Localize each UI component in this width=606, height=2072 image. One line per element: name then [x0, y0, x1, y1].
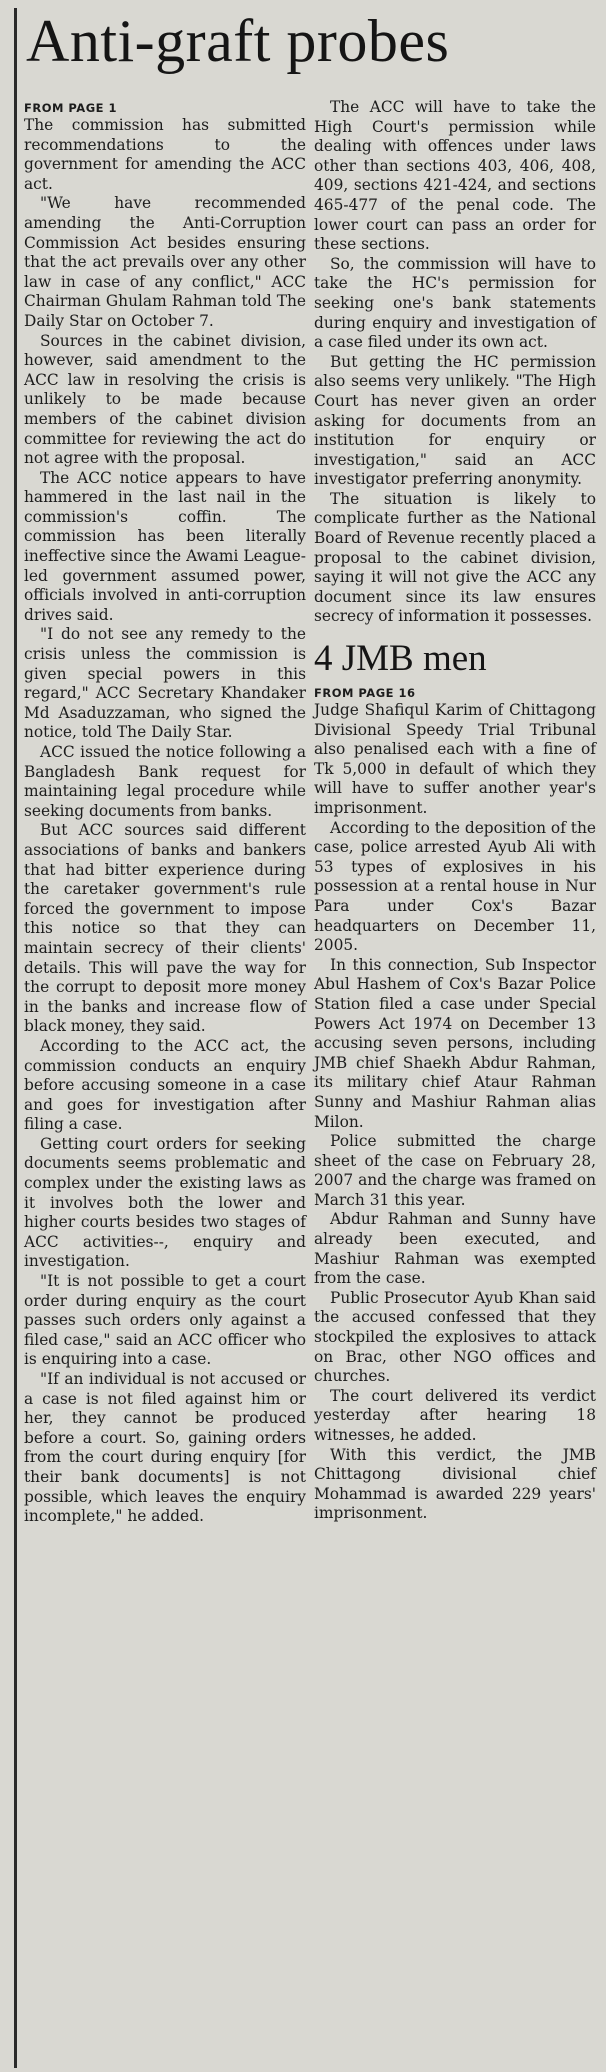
article-paragraph: Judge Shafiqul Karim of Chittagong Divisional Speedy Trial Tribunal also penalised each with a fine of Tk 5,000 in default of which they will have to suffer another year's imprisonment. — [314, 701, 596, 817]
article-paragraph: With this verdict, the JMB Chittagong divisional chief Mohammad is awarded 229 years' imprisonment. — [314, 1445, 596, 1523]
dateline-story2: FROM PAGE 16 — [314, 686, 416, 701]
right-column — [314, 98, 596, 1524]
article-paragraph: Getting court orders for seeking documents seems problematic and complex under the existing laws as it involves both the lower and higher courts besides two stages of ACC activities--, enquiry and investigation. — [24, 1134, 306, 1271]
article-paragraph: The ACC will have to take the High Court's permission while dealing with offences under laws other than sections 403, 406, 408, 409, sections 421-424, and sections 465-477 of the penal code. The lower court can pass an order for these sections. — [314, 98, 596, 254]
subheadline: 4 JMB men — [314, 638, 487, 680]
article-paragraph: Sources in the cabinet division, however, said amendment to the ACC law in resolving the crisis is unlikely to be made because members of the cabinet division committee for reviewing the act do not agree with the proposal. — [24, 331, 306, 468]
article-paragraph: But ACC sources said different associations of banks and bankers that had bitter experience during the caretaker government's rule forced the government to impose this notice so that they can maintain secrecy of their clients' details. This will pave the way for the corrupt to deposit more money in the banks and increase flow of black money, they said. — [24, 821, 306, 1036]
article-paragraph: According to the deposition of the case, police arrested Ayub Ali with 53 types of explosives in his possession at a rental house in Nur Para under Cox's Bazar headquarters on December 11, 2005. — [314, 818, 596, 955]
article-paragraph: The ACC notice appears to have hammered in the last nail in the commission's coffin. The commission has been literally ineffective since the Awami League-led government assumed power, officials involved in anti-corruption drives said. — [24, 468, 306, 624]
article-paragraph: So, the commission will have to take the HC's permission for seeking one's bank statements during enquiry and investigation of a case filed under its own act. — [314, 254, 596, 352]
article-paragraph: "If an individual is not accused or a case is not filed against him or her, they cannot be produced before a court. So, gaining orders from the court during enquiry [for their bank documents] is not possible, which leaves the enquiry incomplete," he added. — [24, 1370, 306, 1526]
column-rule — [14, 8, 17, 2068]
article-paragraph: According to the ACC act, the commission conducts an enquiry before accusing someone in a case and goes for investigation after filing a case. — [24, 1036, 306, 1134]
article-paragraph: Abdur Rahman and Sunny have already been executed, and Mashiur Rahman was exempted from the case. — [314, 1210, 596, 1288]
article-paragraph: The situation is likely to complicate further as the National Board of Revenue recently placed a proposal to the cabinet division, saying it will not give the ACC any document since its law ensures secrecy of information it possesses. — [314, 489, 596, 626]
article-paragraph: In this connection, Sub Inspector Abul Hashem of Cox's Bazar Police Station filed a case under Special Powers Act 1974 on December 13 accusing seven persons, including JMB chief Shaekh Abdur Rahman, its military chief Ataur Rahman Sunny and Mashiur Rahman alias Milon. — [314, 955, 596, 1131]
dateline-story1: FROM PAGE 1 — [24, 101, 118, 115]
article-paragraph: "It is not possible to get a court order during enquiry as the court passes such orders only against a filed case," said an ACC officer who is enquiring into a case. — [24, 1272, 306, 1369]
article-paragraph: The court delivered its verdict yesterday after hearing 18 witnesses, he added. — [314, 1386, 596, 1444]
headline: Anti-graft probes — [26, 8, 450, 74]
article-paragraph: "We have recommended amending the Anti-Corruption Commission Act besides ensuring that the act prevails over any other law in case of any conflict," ACC Chairman Ghulam Rahman told The Daily Star on October 7. — [24, 194, 306, 330]
article-paragraph: But getting the HC permission also seems very unlikely. "The High Court has never given an order asking for documents from an institution for enquiry or investigation," said an ACC investigator preferring anonymity. — [314, 352, 596, 489]
article-paragraph: "I do not see any remedy to the crisis unless the commission is given special powers in this regard," ACC Secretary Khandaker Md Asaduzzaman, who signed the notice, told The Daily Star. — [24, 625, 306, 742]
left-column — [24, 100, 306, 1527]
article-paragraph: Public Prosecutor Ayub Khan said the accused confessed that they stockpiled the explosives to attack on Brac, other NGO offices and churches. — [314, 1288, 596, 1386]
article-paragraph: The commission has submitted recommendations to the government for amending the ACC act. — [24, 116, 306, 193]
article-paragraph: ACC issued the notice following a Bangladesh Bank request for maintaining legal procedure while seeking documents from banks. — [24, 743, 306, 820]
article-paragraph: Police submitted the charge sheet of the case on February 28, 2007 and the charge was framed on March 31 this year. — [314, 1132, 596, 1209]
